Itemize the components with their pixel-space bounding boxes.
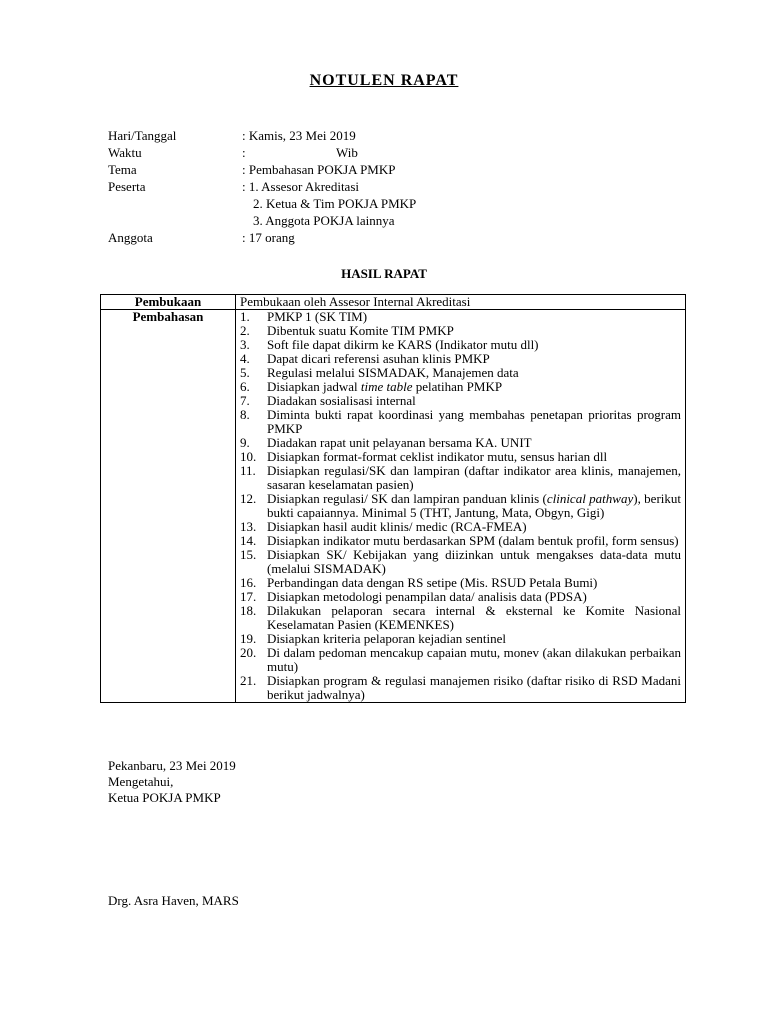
list-item-text: Disiapkan jadwal [267,379,361,394]
list-item-text: Disiapkan regulasi/ SK dan lampiran panduan klinis ( [267,491,547,506]
pembahasan-list [240,310,681,702]
list-item-text: Disiapkan metodologi penampilan data/ analisis data (PDSA) [267,589,587,604]
list-item [240,674,681,702]
tema-value: : Pembahasan POKJA PMKP [242,162,396,177]
info-row-anggota [108,229,668,246]
peserta-3: 3. Anggota POKJA lainnya [253,213,395,228]
list-item-number: 1. [240,309,250,324]
list-item-text: Disiapkan program & regulasi manajemen risiko (daftar risiko di RSD Madani berikut jadwalnya) [267,673,681,702]
peserta-label: Peserta [108,179,146,194]
hari-value: : Kamis, 23 Mei 2019 [242,128,356,143]
info-row-waktu [108,144,668,161]
list-item-text: Diminta bukti rapat koordinasi yang membahas penetapan prioritas program PMKP [267,407,681,436]
list-item-number: 10. [240,449,257,464]
list-item [240,520,681,534]
table-row-pembahasan [101,310,686,703]
list-item [240,338,681,352]
waktu-separator: : [242,145,246,160]
meeting-info [108,127,668,246]
closing-mengetahui: Mengetahui, [108,774,174,789]
list-item-number: 6. [240,379,250,394]
list-item-text: Diadakan sosialisasi internal [267,393,416,408]
list-item [240,394,681,408]
peserta-1: : 1. Assesor Akreditasi [242,179,359,194]
list-item [240,646,681,674]
list-item [240,590,681,604]
list-item-text-after: pelatihan PMKP [412,379,503,394]
info-row-peserta-2 [108,195,668,212]
info-row-peserta-3 [108,212,668,229]
list-item [240,534,681,548]
list-item-text: Dapat dicari referensi asuhan klinis PMKP [267,351,490,366]
list-item-number: 19. [240,631,257,646]
list-item [240,324,681,338]
hasil-rapat-table [100,294,686,703]
list-item-text: Disiapkan SK/ Kebijakan yang diizinkan untuk mengakses data-data mutu (melalui SISMADAK) [267,547,681,576]
list-item-text: Di dalam pedoman mencakup capaian mutu, monev (akan dilakukan perbaikan mutu) [267,645,681,674]
closing-block [108,758,236,806]
list-item-text: Dibentuk suatu Komite TIM PMKP [267,323,454,338]
pembukaan-value: Pembukaan oleh Assesor Internal Akreditasi [236,295,686,310]
list-item [240,464,681,492]
list-item-text: Disiapkan indikator mutu berdasarkan SPM (dalam bentuk profil, form sensus) [267,533,679,548]
list-item [240,632,681,646]
closing-place-date: Pekanbaru, 23 Mei 2019 [108,758,236,773]
list-item-italic-text: time table [360,379,413,394]
list-item-number: 13. [240,519,257,534]
list-item [240,576,681,590]
list-item-text: Regulasi melalui SISMADAK, Manajemen data [267,365,519,380]
pembahasan-cell [236,310,686,703]
list-item [240,366,681,380]
info-row-peserta [108,178,668,195]
hari-label: Hari/Tanggal [108,128,177,143]
list-item-number: 20. [240,645,257,660]
list-item-number: 15. [240,547,257,562]
list-item-text: Diadakan rapat unit pelayanan bersama KA. UNIT [267,435,532,450]
waktu-value: Wib [336,145,358,160]
list-item [240,380,681,394]
list-item-number: 11. [240,463,256,478]
closing-role: Ketua POKJA PMKP [108,790,221,805]
list-item-number: 8. [240,407,250,422]
list-item-number: 3. [240,337,250,352]
hasil-rapat-heading: HASIL RAPAT [341,266,427,281]
info-row-tema [108,161,668,178]
table-row-pembukaan [101,295,686,310]
anggota-label: Anggota [108,230,153,245]
list-item-number: 21. [240,673,257,688]
anggota-value: : 17 orang [242,230,295,245]
list-item-text: Perbandingan data dengan RS setipe (Mis. RSUD Petala Bumi) [267,575,598,590]
list-item-text: Dilakukan pelaporan secara internal & eksternal ke Komite Nasional Keselamatan Pasien (KEMENKES) [267,603,681,632]
list-item-text-after: ), berikut bukti capaiannya. Minimal 5 (THT, Jantung, Mata, Obgyn, Gigi) [267,491,681,520]
pembahasan-label: Pembahasan [101,310,236,703]
list-item-text: Soft file dapat dikirm ke KARS (Indikator mutu dll) [267,337,539,352]
list-item-number: 12. [240,491,257,506]
list-item-number: 7. [240,393,250,408]
list-item-number: 2. [240,323,250,338]
list-item [240,352,681,366]
list-item-text: Disiapkan kriteria pelaporan kejadian sentinel [267,631,506,646]
list-item [240,408,681,436]
list-item-text: PMKP 1 (SK TIM) [267,309,368,324]
list-item [240,604,681,632]
list-item-text: Disiapkan hasil audit klinis/ medic (RCA-FMEA) [267,519,527,534]
list-item [240,548,681,576]
list-item-italic-text: clinical pathway [546,491,634,506]
waktu-label: Waktu [108,145,142,160]
list-item-text: Disiapkan regulasi/SK dan lampiran (daftar indikator area klinis, manajemen, sasaran keselamatan pasien) [267,463,681,492]
info-row-hari [108,127,668,144]
tema-label: Tema [108,162,137,177]
document-title-text: NOTULEN RAPAT [309,72,459,89]
peserta-2: 2. Ketua & Tim POKJA PMKP [253,196,417,211]
list-item [240,310,681,324]
list-item-number: 18. [240,603,257,618]
list-item-number: 16. [240,575,257,590]
list-item-number: 4. [240,351,250,366]
list-item-number: 17. [240,589,257,604]
signer-name: Drg. Asra Haven, MARS [108,893,239,908]
list-item [240,450,681,464]
document-title [0,72,768,90]
pembukaan-label: Pembukaan [101,295,236,310]
list-item-text: Disiapkan format-format ceklist indikator mutu, sensus harian dll [267,449,608,464]
list-item-number: 5. [240,365,250,380]
list-item [240,492,681,520]
list-item [240,436,681,450]
list-item-number: 14. [240,533,257,548]
list-item-number: 9. [240,435,250,450]
